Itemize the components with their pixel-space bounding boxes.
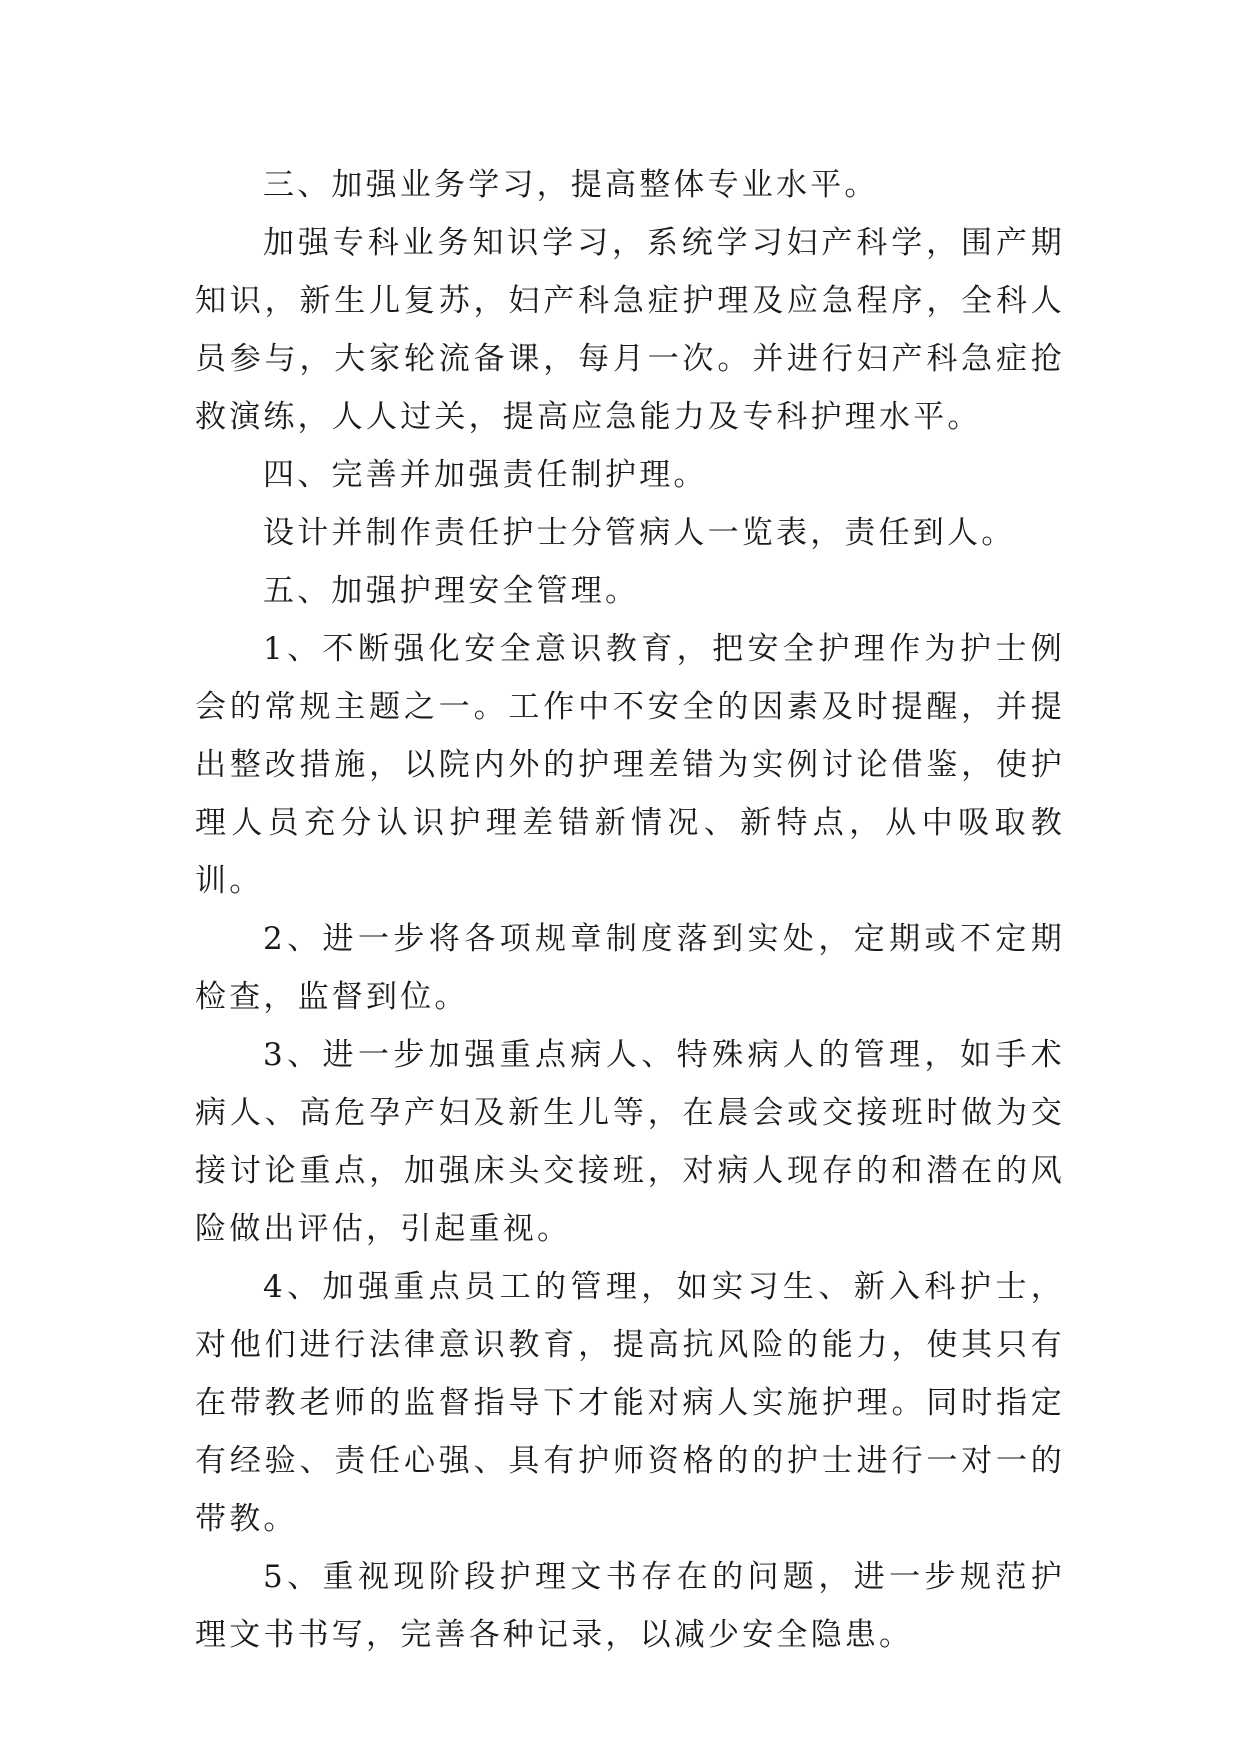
section-heading-four: 四、完善并加强责任制护理。 — [263, 457, 708, 493]
section-heading-five: 五、加强护理安全管理。 — [263, 573, 640, 609]
document-body — [195, 156, 1065, 1664]
list-item-5: 5、重视现阶段护理文书存在的问题，进一步规范护理文书书写，完善各种记录，以减少安全隐患。 — [195, 1559, 1065, 1653]
list-item-1: 1、不断强化安全意识教育，把安全护理作为护士例会的常规主题之一。工作中不安全的因素及时提醒，并提出整改措施，以院内外的护理差错为实例讨论借鉴，使护理人员充分认识护理差错新情况、新特点，从中吸取教训。 — [195, 631, 1065, 899]
list-item-2: 2、进一步将各项规章制度落到实处，定期或不定期检查，监督到位。 — [195, 921, 1065, 1015]
paragraph-responsibility-table: 设计并制作责任护士分管病人一览表，责任到人。 — [263, 515, 1016, 551]
paragraph-professional-study: 加强专科业务知识学习，系统学习妇产科学，围产期知识，新生儿复苏，妇产科急症护理及应急程序，全科人员参与，大家轮流备课，每月一次。并进行妇产科急症抢救演练，人人过关，提高应急能力及专科护理水平。 — [195, 225, 1065, 435]
section-heading-three: 三、加强业务学习，提高整体专业水平。 — [263, 167, 879, 203]
list-item-4: 4、加强重点员工的管理，如实习生、新入科护士，对他们进行法律意识教育，提高抗风险的能力，使其只有在带教老师的监督指导下才能对病人实施护理。同时指定有经验、责任心强、具有护师资格的的护士进行一对一的带教。 — [195, 1269, 1065, 1537]
list-item-3: 3、进一步加强重点病人、特殊病人的管理，如手术病人、高危孕产妇及新生儿等，在晨会或交接班时做为交接讨论重点，加强床头交接班，对病人现存的和潜在的风险做出评估，引起重视。 — [195, 1037, 1065, 1247]
